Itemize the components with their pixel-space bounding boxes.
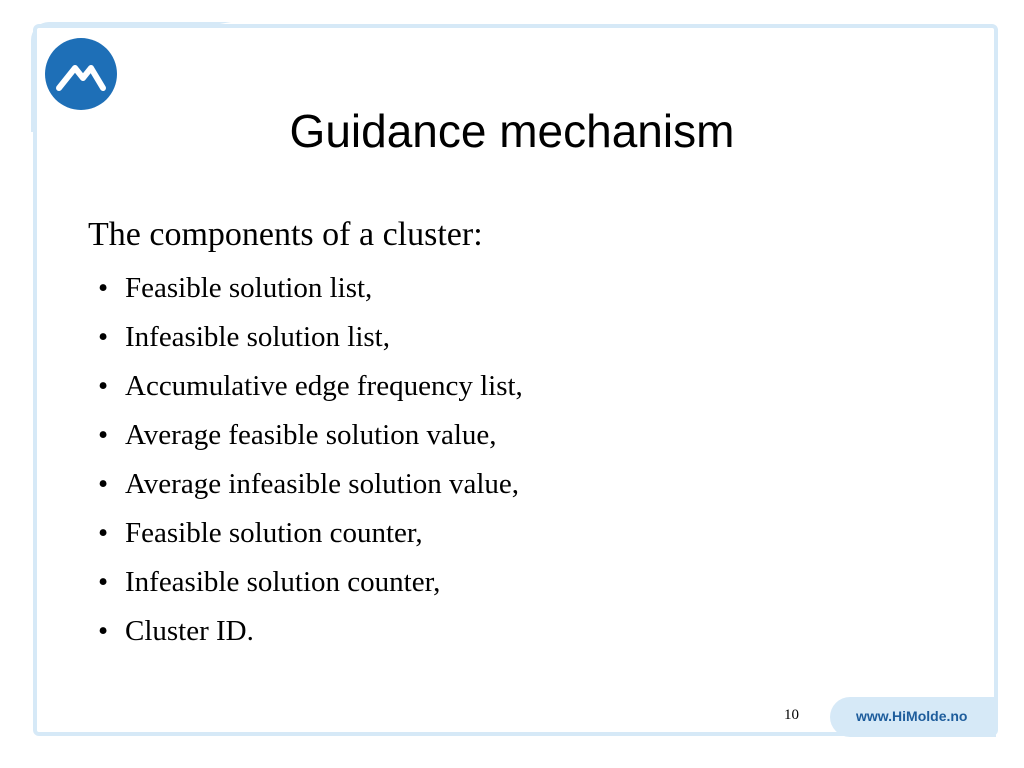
bullet-icon: •	[98, 419, 109, 451]
website-url: www.HiMolde.no	[856, 708, 968, 724]
bullet-icon: •	[98, 517, 109, 549]
page-number: 10	[784, 707, 799, 723]
list-item: • Cluster ID.	[98, 615, 254, 647]
list-item: • Accumulative edge frequency list,	[98, 370, 523, 402]
list-item: • Average feasible solution value,	[98, 419, 497, 451]
bullet-icon: •	[98, 566, 109, 598]
list-item: • Infeasible solution counter,	[98, 566, 441, 598]
bullet-icon: •	[98, 615, 109, 647]
bullet-icon: •	[98, 370, 109, 402]
list-item: • Infeasible solution list,	[98, 321, 390, 353]
mountain-logo-icon	[45, 38, 117, 110]
intro-text: The components of a cluster:	[88, 216, 483, 253]
bullet-icon: •	[98, 468, 109, 500]
slide-title: Guidance mechanism	[289, 105, 735, 157]
list-item: • Feasible solution counter,	[98, 517, 423, 549]
bullet-list	[98, 270, 523, 662]
list-item: • Feasible solution list,	[98, 272, 373, 304]
bullet-icon: •	[98, 272, 109, 304]
bullet-icon: •	[98, 321, 109, 353]
list-item: • Average infeasible solution value,	[98, 468, 520, 500]
